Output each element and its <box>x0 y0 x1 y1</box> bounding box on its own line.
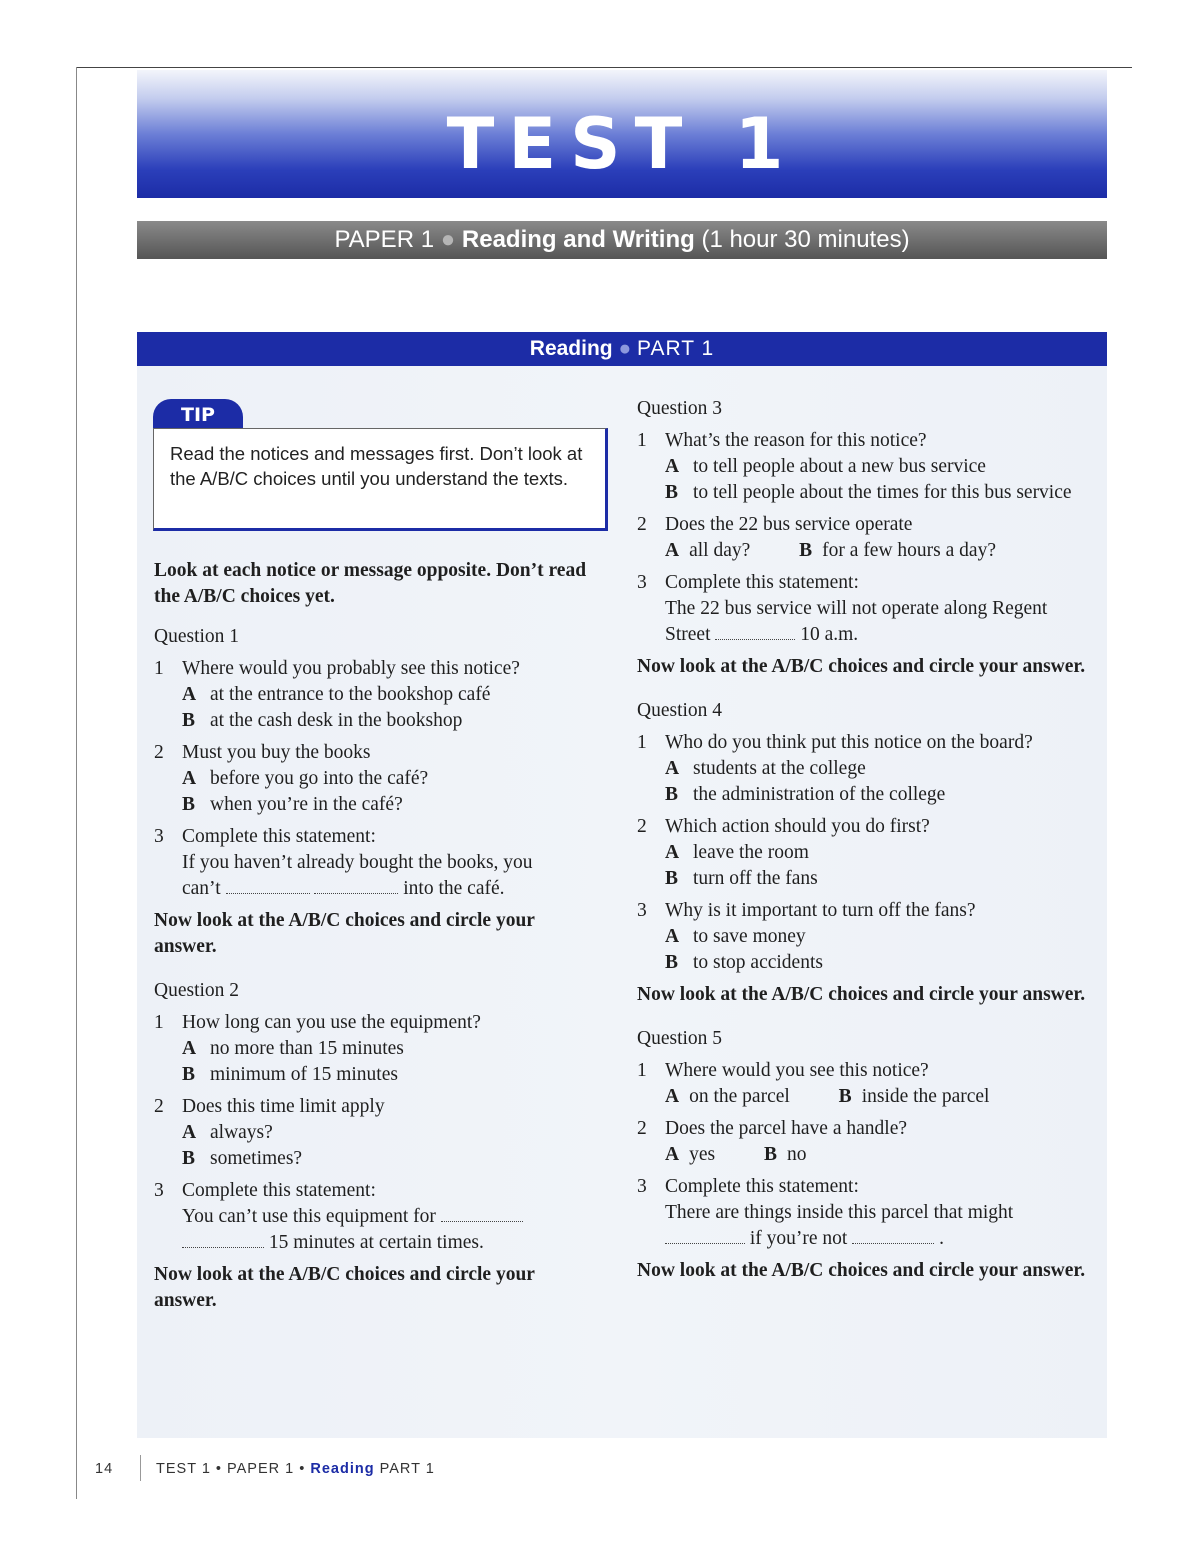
intro-instruction: Look at each notice or message opposite. Don’t read the A/B/C choices yet. <box>154 560 587 607</box>
option-letter: A <box>182 1122 197 1143</box>
circle-answer-instruction: Now look at the A/B/C choices and circle your answer. <box>637 1260 1086 1281</box>
item-number: 1 <box>637 732 647 753</box>
statement-line <box>182 876 594 902</box>
option-text: when you’re in the café? <box>210 794 403 815</box>
question-item <box>154 656 594 734</box>
statement-line <box>665 622 1097 648</box>
item-number: 3 <box>154 826 164 847</box>
bullet-icon: ● <box>440 226 456 253</box>
statement-line: There are things inside this parcel that might <box>665 1202 1014 1223</box>
option-text: to tell people about a new bus service <box>693 456 986 477</box>
option-letter: A <box>665 926 680 947</box>
question-item <box>637 814 1097 892</box>
option-text: no more than 15 minutes <box>210 1038 404 1059</box>
option-letter: B <box>665 482 679 503</box>
question-item <box>154 740 594 818</box>
item-text: Why is it important to turn off the fans? <box>665 900 976 921</box>
option-letter: B <box>665 952 679 973</box>
footer-paper: PAPER 1 <box>227 1461 295 1477</box>
option-letter: B <box>799 540 813 561</box>
question-title: Question 1 <box>154 626 240 647</box>
option-pair <box>665 538 1097 564</box>
question-item <box>637 512 1097 564</box>
paper-label: PAPER 1 <box>334 226 435 253</box>
option-text: the administration of the college <box>693 784 946 805</box>
circle-answer-instruction: Now look at the A/B/C choices and circle your answer. <box>154 1264 535 1311</box>
option-b <box>764 1144 807 1165</box>
option-pair <box>665 1142 1097 1168</box>
question-2 <box>154 978 594 1314</box>
option-letter: A <box>665 1144 680 1165</box>
footer-part: PART 1 <box>379 1461 435 1477</box>
test-title: TEST 1 <box>446 103 798 185</box>
option-b <box>665 866 1097 892</box>
option-text: to stop accidents <box>693 952 823 973</box>
item-text: Where would you see this notice? <box>665 1060 929 1081</box>
answer-blank[interactable] <box>314 877 398 894</box>
option-a <box>182 682 594 708</box>
left-column <box>154 558 594 1332</box>
statement-line: The 22 bus service will not operate along Regent <box>665 598 1048 619</box>
circle-answer-instruction: Now look at the A/B/C choices and circle your answer. <box>637 984 1086 1005</box>
test-banner <box>137 70 1107 198</box>
option-text: students at the college <box>693 758 866 779</box>
option-text: no <box>786 1144 807 1165</box>
tip-text: Read the notices and messages first. Don’t look at the A/B/C choices until you understand the texts. <box>170 443 583 489</box>
item-text: Who do you think put this notice on the board? <box>665 732 1033 753</box>
option-b <box>182 1146 594 1172</box>
item-text: Must you buy the books <box>182 742 371 763</box>
option-letter: A <box>182 768 197 789</box>
left-rule <box>76 67 77 1499</box>
option-a <box>665 454 1097 480</box>
section-part: PART 1 <box>637 337 715 360</box>
question-title: Question 3 <box>637 398 723 419</box>
option-text: on the parcel <box>689 1086 790 1107</box>
statement-text: can’t <box>182 878 221 899</box>
question-item <box>637 730 1097 808</box>
circle-answer-instruction: Now look at the A/B/C choices and circle your answer. <box>154 910 535 957</box>
question-title: Question 4 <box>637 700 723 721</box>
bullet-icon: • <box>299 1461 306 1477</box>
option-a <box>665 540 750 561</box>
option-text: at the entrance to the bookshop café <box>210 684 491 705</box>
item-text: Where would you probably see this notice? <box>182 658 520 679</box>
statement-text: You can’t use this equipment for <box>182 1206 436 1227</box>
paper-subject: Reading and Writing <box>461 226 695 253</box>
statement-text: Street <box>665 624 711 645</box>
question-item <box>637 1116 1097 1168</box>
footer-breadcrumb <box>156 1461 435 1477</box>
option-letter: B <box>838 1086 852 1107</box>
question-item <box>637 570 1097 648</box>
item-text: Does the parcel have a handle? <box>665 1118 907 1139</box>
option-a <box>182 766 594 792</box>
answer-blank[interactable] <box>665 1227 745 1244</box>
option-text: inside the parcel <box>861 1086 990 1107</box>
question-3 <box>637 396 1097 680</box>
option-text: minimum of 15 minutes <box>210 1064 398 1085</box>
option-a <box>665 1144 715 1165</box>
option-letter: B <box>182 710 196 731</box>
option-letter: A <box>182 1038 197 1059</box>
item-number: 3 <box>637 572 647 593</box>
answer-blank[interactable] <box>226 877 310 894</box>
paper-duration: (1 hour 30 minutes) <box>701 226 910 253</box>
statement-text: if you’re not <box>749 1228 848 1249</box>
statement-text: 15 minutes at certain times. <box>268 1232 484 1253</box>
option-letter: A <box>665 1086 680 1107</box>
option-pair <box>665 1084 1097 1110</box>
statement-line <box>665 1226 1097 1252</box>
option-text: always? <box>210 1122 273 1143</box>
item-number: 2 <box>637 514 647 535</box>
question-item <box>154 824 594 902</box>
option-a <box>665 756 1097 782</box>
item-text: Complete this statement: <box>665 1176 859 1197</box>
item-number: 3 <box>637 900 647 921</box>
option-b <box>799 540 996 561</box>
question-item <box>637 898 1097 976</box>
statement-text: into the café. <box>403 878 505 899</box>
bullet-icon: ● <box>618 337 632 360</box>
statement-text: . <box>939 1228 944 1249</box>
option-a <box>665 1086 790 1107</box>
footer-section: Reading <box>310 1461 375 1477</box>
option-letter: B <box>763 1144 777 1165</box>
option-letter: B <box>665 868 679 889</box>
question-title: Question 5 <box>637 1028 723 1049</box>
item-text: How long can you use the equipment? <box>182 1012 481 1033</box>
option-text: before you go into the café? <box>210 768 429 789</box>
paper-bar <box>137 221 1107 259</box>
answer-blank[interactable] <box>715 623 795 640</box>
footer-divider <box>140 1455 141 1481</box>
option-letter: B <box>665 784 679 805</box>
option-text: all day? <box>689 540 751 561</box>
section-bar <box>137 332 1107 366</box>
statement-text: 10 a.m. <box>800 624 859 645</box>
item-number: 2 <box>637 816 647 837</box>
option-letter: B <box>182 1064 196 1085</box>
tip-box <box>153 428 608 531</box>
question-item <box>154 1178 594 1256</box>
page-number: 14 <box>95 1461 114 1477</box>
item-number: 2 <box>154 742 164 763</box>
item-number: 1 <box>637 430 647 451</box>
section-title: Reading <box>529 337 613 360</box>
option-a <box>182 1036 594 1062</box>
option-text: sometimes? <box>210 1148 303 1169</box>
option-text: to tell people about the times for this bus service <box>693 482 1072 503</box>
question-title: Question 2 <box>154 980 240 1001</box>
item-number: 2 <box>637 1118 647 1139</box>
item-text: Complete this statement: <box>182 1180 376 1201</box>
option-text: at the cash desk in the bookshop <box>210 710 463 731</box>
option-b <box>182 792 594 818</box>
option-text: for a few hours a day? <box>822 540 996 561</box>
top-rule <box>76 67 1132 68</box>
item-text: Does this time limit apply <box>182 1096 385 1117</box>
bullet-icon: • <box>215 1461 222 1477</box>
question-item <box>154 1094 594 1172</box>
question-item <box>154 1010 594 1088</box>
option-a <box>665 924 1097 950</box>
footer-test: TEST 1 <box>156 1461 211 1477</box>
item-text: Complete this statement: <box>665 572 859 593</box>
answer-blank[interactable] <box>852 1227 934 1244</box>
option-b <box>665 480 1097 506</box>
tip-label: TIP <box>153 399 243 429</box>
item-number: 2 <box>154 1096 164 1117</box>
option-b <box>839 1086 990 1107</box>
item-text: Complete this statement: <box>182 826 376 847</box>
statement-line: If you haven’t already bought the books, you <box>182 852 533 873</box>
right-column <box>637 396 1097 1302</box>
question-item <box>637 1058 1097 1110</box>
circle-answer-instruction: Now look at the A/B/C choices and circle your answer. <box>637 656 1086 677</box>
option-text: to save money <box>693 926 806 947</box>
option-text: leave the room <box>693 842 809 863</box>
answer-blank[interactable] <box>182 1231 264 1248</box>
option-text: turn off the fans <box>693 868 818 889</box>
item-text: Which action should you do first? <box>665 816 930 837</box>
option-b <box>182 1062 594 1088</box>
option-letter: A <box>665 540 680 561</box>
option-a <box>182 1120 594 1146</box>
option-letter: B <box>182 794 196 815</box>
question-5 <box>637 1026 1097 1284</box>
item-number: 1 <box>637 1060 647 1081</box>
option-b <box>665 782 1097 808</box>
answer-blank[interactable] <box>441 1205 523 1222</box>
statement-line <box>182 1204 594 1230</box>
option-letter: B <box>182 1148 196 1169</box>
item-text: Does the 22 bus service operate <box>665 514 913 535</box>
question-item <box>637 1174 1097 1252</box>
question-item <box>637 428 1097 506</box>
option-letter: A <box>182 684 197 705</box>
question-1 <box>154 624 594 960</box>
option-letter: A <box>665 456 680 477</box>
item-text: What’s the reason for this notice? <box>665 430 927 451</box>
option-letter: A <box>665 842 680 863</box>
item-number: 1 <box>154 1012 164 1033</box>
item-number: 3 <box>154 1180 164 1201</box>
option-b <box>665 950 1097 976</box>
item-number: 1 <box>154 658 164 679</box>
option-letter: A <box>665 758 680 779</box>
question-4 <box>637 698 1097 1008</box>
statement-line <box>182 1230 594 1256</box>
option-text: yes <box>689 1144 716 1165</box>
item-number: 3 <box>637 1176 647 1197</box>
option-a <box>665 840 1097 866</box>
option-b <box>182 708 594 734</box>
